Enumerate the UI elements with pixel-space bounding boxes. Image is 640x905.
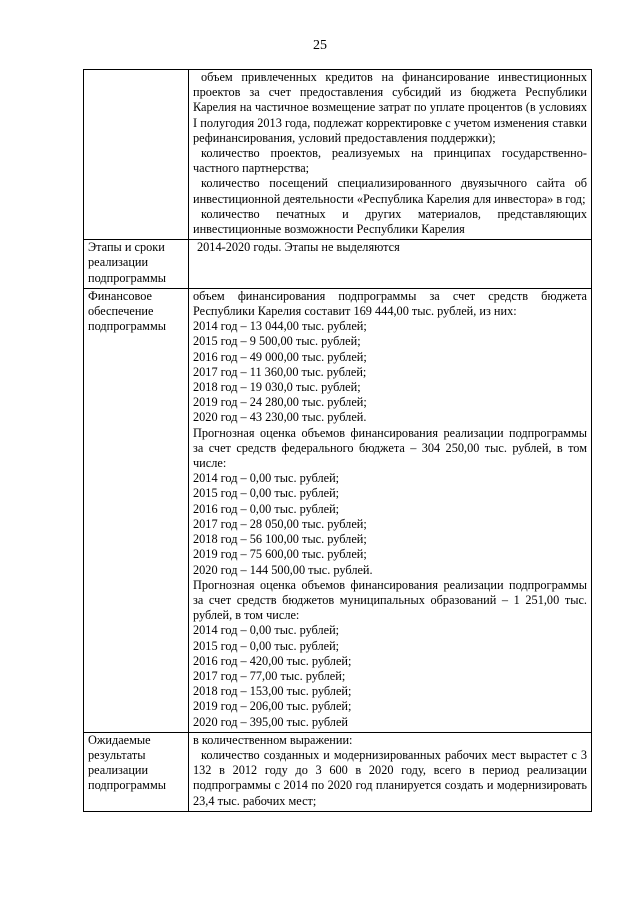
financing-year-line: 2019 год – 24 280,00 тыс. рублей;	[193, 395, 367, 410]
federal-year-line: 2014 год – 0,00 тыс. рублей;	[193, 471, 340, 486]
results-label: Ожидаемые результаты реализации подпрограммы	[84, 732, 189, 811]
indicator-item: количество посещений специализированного двуязычного сайта об инвестиционной деятельности «Республика Карелия для инвестора» в год;	[193, 176, 587, 206]
municipal-year-line: 2015 год – 0,00 тыс. рублей;	[193, 638, 340, 653]
results-intro: в количественном выражении:	[193, 732, 353, 747]
federal-intro: Прогнозная оценка объемов финансирования реализации подпрограммы за счет средств федерального бюджета – 304 250,00 тыс. рублей, в том числе:	[193, 425, 587, 471]
indicators-row	[84, 70, 592, 240]
indicator-item: количество проектов, реализуемых на принципах государственно-частного партнерства;	[193, 146, 587, 176]
financing-year-line: 2014 год – 13 044,00 тыс. рублей;	[193, 319, 367, 334]
municipal-year-line: 2018 год – 153,00 тыс. рублей;	[193, 684, 352, 699]
financing-year-line: 2018 год – 19 030,0 тыс. рублей;	[193, 380, 361, 395]
results-text: количество созданных и модернизированных рабочих мест вырастет с 3 132 в 2012 году до 3 600 в 2020 году, всего в период реализации подпрограммы с 2014 по 2020 год планируется создать и модернизировать 23,4 тыс. рабочих мест;	[193, 747, 587, 808]
financing-intro: объем финансирования подпрограммы за счет средств бюджета Республики Карелия составит 169 444,00 тыс. рублей, из них:	[193, 288, 587, 319]
federal-year-line: 2018 год – 56 100,00 тыс. рублей;	[193, 532, 367, 547]
financing-label: Финансовое обеспечение подпрограммы	[84, 288, 189, 732]
financing-year-line: 2017 год – 11 360,00 тыс. рублей;	[193, 364, 367, 379]
municipal-year-line: 2020 год – 395,00 тыс. рублей	[193, 714, 348, 729]
federal-year-line: 2015 год – 0,00 тыс. рублей;	[193, 486, 340, 501]
municipal-year-line: 2014 год – 0,00 тыс. рублей;	[193, 623, 340, 638]
financing-content	[189, 288, 592, 732]
indicators-content	[189, 70, 592, 240]
subprogram-passport-table	[83, 69, 592, 812]
financing-year-line: 2016 год – 49 000,00 тыс. рублей;	[193, 349, 367, 364]
indicator-item: объем привлеченных кредитов на финансирование инвестиционных проектов за счет предоставления субсидий из бюджета Республики Карелия на частичное возмещение затрат по уплате процентов (в условиях I полугодия 2013 года, подлежат корректировке с учетом изменения ставки рефинансирования, условий предоставления поддержки);	[193, 70, 587, 145]
stages-text: 2014-2020 годы. Этапы не выделяются	[197, 240, 400, 255]
municipal-year-line: 2019 год – 206,00 тыс. рублей;	[193, 699, 352, 714]
stages-row	[84, 240, 592, 289]
financing-year-line: 2015 год – 9 500,00 тыс. рублей;	[193, 334, 361, 349]
page-number: 25	[313, 38, 327, 53]
federal-year-line: 2017 год – 28 050,00 тыс. рублей;	[193, 516, 367, 531]
municipal-year-line: 2017 год – 77,00 тыс. рублей;	[193, 668, 346, 683]
municipal-intro: Прогнозная оценка объемов финансирования реализации подпрограммы за счет средств бюджетов муниципальных образований – 1 251,00 тыс. рублей, в том числе:	[193, 577, 587, 623]
results-row	[84, 732, 592, 811]
municipal-year-line: 2016 год – 420,00 тыс. рублей;	[193, 653, 352, 668]
federal-year-line: 2020 год – 144 500,00 тыс. рублей.	[193, 562, 373, 577]
federal-year-line: 2019 год – 75 600,00 тыс. рублей;	[193, 547, 367, 562]
results-content	[189, 732, 592, 811]
indicators-label	[84, 70, 189, 240]
stages-label: Этапы и сроки реализации подпрограммы	[84, 240, 189, 289]
stages-content	[189, 240, 592, 289]
indicator-item: количество печатных и других материалов, представляющих инвестиционные возможности Республики Карелия	[193, 206, 587, 237]
financing-year-line: 2020 год – 43 230,00 тыс. рублей.	[193, 410, 367, 425]
financing-row	[84, 288, 592, 732]
federal-year-line: 2016 год – 0,00 тыс. рублей;	[193, 501, 340, 516]
